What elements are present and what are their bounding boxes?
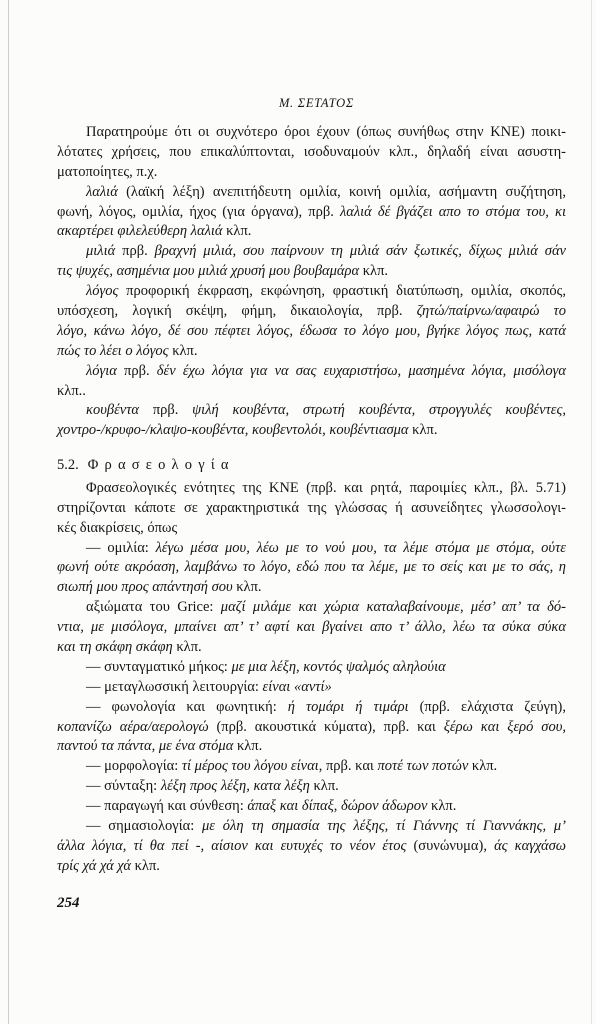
paragraph: [57, 123, 566, 183]
line-text: [57, 302, 566, 322]
example-phrase: λόγο, κάνω λόγο, δέ σου πέφτει λόγος, έδωσα το λόγο μου, βγήκε λόγος πως, κατά: [57, 322, 566, 339]
line-text: [86, 123, 566, 143]
line-text: [86, 183, 566, 203]
text-line: [57, 362, 566, 382]
line-text: [86, 658, 446, 678]
example-phrase: λαλιά δέ βγάζει απο το στόμα του, κι: [339, 203, 566, 220]
text-run: — σύνταξη:: [86, 778, 161, 795]
section-title: Φρασεολογία: [87, 456, 235, 473]
example-phrase: ή τομάρι ή τιμάρι: [287, 698, 409, 715]
text-line: [57, 698, 566, 718]
line-text: [86, 797, 456, 817]
line-text: [57, 499, 566, 519]
example-phrase: κουβέντα: [86, 402, 140, 419]
text-line: [57, 222, 566, 242]
line-text: [86, 777, 339, 797]
text-line: [57, 282, 566, 302]
paragraph: [57, 757, 566, 777]
line-text: [57, 519, 177, 539]
text-line: [57, 737, 566, 757]
example-phrase: τις ψυχές, ασημένια μου μιλιά χρυσή μου βουβαμάρα: [57, 263, 360, 280]
text-run: (πρβ. ακουστικά κύματα), πρβ. και: [208, 718, 444, 735]
example-phrase: άς καγχάσω: [494, 837, 567, 854]
example-phrase: πώς το λέει ο λόγος: [57, 342, 169, 359]
text-run: (πρβ. ελάχιστα ζεύγη),: [408, 698, 566, 715]
paragraph: [57, 362, 566, 402]
text-line: [57, 678, 566, 698]
text-run: — παραγωγή και σύνθεση:: [86, 798, 248, 815]
line-text: [86, 362, 566, 382]
phraseology-list: [57, 479, 566, 877]
text-line: [57, 638, 566, 658]
scan-edge-left: [8, 0, 9, 1024]
text-run: κές διακρίσεις, όπως: [57, 519, 178, 536]
text-line: [57, 183, 566, 203]
paragraph: [57, 539, 566, 599]
line-text: [57, 382, 86, 402]
text-run: — ομιλία:: [86, 539, 156, 556]
paragraph: [57, 183, 566, 243]
text-run: Φρασεολογικές ενότητες της ΚΝΕ (πρβ. και ρητά, παροιμίες κλπ., βλ. 5.71): [86, 479, 566, 496]
line-text: [86, 817, 566, 837]
text-line: [57, 578, 566, 598]
example-phrase: φωνή ούτε ακρόαση, λαμβάνω το λόγο, εδώ που τα λέμε, με το σείς και με το σάς, η: [57, 559, 566, 576]
text-run: φωνή, λόγος, ομιλία, ήχος (για όργανα), πρβ.: [57, 203, 340, 220]
example-phrase: κοπανίζω αέρα/αερολογώ: [57, 718, 209, 735]
text-run: πρβ.: [139, 402, 193, 419]
text-column: [57, 123, 566, 877]
paragraph: [57, 401, 566, 441]
example-phrase: ακαρτέρει φιλελεύθερη λαλιά: [57, 223, 223, 240]
text-line: [57, 558, 566, 578]
text-line: [57, 342, 566, 362]
text-run: Παρατηρούμε ότι οι συχνότερο όροι έχουν (όπως συνήθως στην ΚΝΕ) ποικι-: [86, 124, 566, 140]
text-line: [57, 618, 566, 638]
text-run: προφορική έκφραση, εκφώνηση, φραστική διατύπωση, ομιλία, σκοπός,: [118, 283, 566, 300]
example-phrase: ξέρω και ξερό σου,: [443, 718, 566, 735]
paragraph: [57, 282, 566, 362]
example-phrase: λέγω μέσα μου, λέω με το νού μου, τα λέμε στόμα με στόμα, ούτε: [155, 539, 566, 556]
line-text: [57, 203, 566, 223]
example-phrase: ντια, με μισόλογα, μπαίνει απ’ τ’ αφτί και βγαίνει απο τ’ άλλο, λέω τα σύκα σύκα: [57, 619, 566, 636]
text-line: [57, 242, 566, 262]
text-line: [57, 143, 566, 163]
text-line: [57, 598, 566, 618]
text-run: κλπ.: [222, 223, 252, 240]
line-text: [57, 143, 566, 163]
line-text: [57, 342, 198, 362]
line-text: [86, 401, 566, 421]
running-head: Μ. ΣΕΤΑΤΟΣ: [278, 96, 355, 110]
text-line: [57, 163, 566, 183]
line-text: [57, 857, 160, 877]
line-text: [86, 282, 566, 302]
example-phrase: λαλιά: [86, 183, 118, 200]
paragraph: [57, 479, 566, 539]
paragraph: [57, 242, 566, 282]
paragraph: [57, 797, 566, 817]
text-line: [57, 757, 566, 777]
example-phrase: λόγια: [86, 362, 117, 379]
line-text: [86, 539, 566, 559]
text-run: (συνώνυμα),: [406, 837, 495, 854]
example-phrase: χοντρο-/κρυφο-/κλαψο-κουβέντα, κουβεντολόι, κουβέντιασμα: [57, 422, 409, 439]
example-phrase: μαζί μιλάμε και χώρια καταλαβαίνουμε, μέσ’ απ’ τα δό-: [220, 599, 566, 616]
text-line: [57, 718, 566, 738]
paragraph: [57, 678, 566, 698]
line-text: [86, 757, 497, 777]
paragraph: [57, 658, 566, 678]
example-phrase: άπαξ και δίπαξ, δώρον άδωρον: [247, 798, 428, 815]
example-phrase: παντού τα πάντα, με ένα στόμα: [57, 738, 234, 755]
terms-list: [57, 123, 566, 441]
example-phrase: λέξη προς λέξη, κατα λέξη: [160, 778, 310, 795]
text-line: [57, 479, 566, 499]
text-run: ματοποίητες, π.χ.: [57, 163, 158, 180]
example-phrase: ψιλή κουβέντα, στρωτή κουβέντα, στρογγυλές κουβέντες,: [192, 402, 566, 419]
line-text: [57, 638, 202, 658]
line-text: [86, 242, 566, 262]
text-line: [57, 777, 566, 797]
text-line: [57, 401, 566, 421]
text-run: στηρίζονται κάποτε σε χαρακτηριστικά της γλώσσας ή ασυνείδητες γλωσσολογι-: [57, 499, 566, 516]
text-run: κλπ.: [427, 798, 457, 815]
text-run: κλπ.: [131, 857, 160, 874]
example-phrase: και τη σκάφη σκάφη: [57, 638, 173, 655]
line-text: [86, 598, 566, 618]
line-text: [57, 737, 262, 757]
text-line: [57, 539, 566, 559]
text-line: [57, 322, 566, 342]
text-run: αξιώματα του Grice:: [86, 599, 221, 616]
text-run: — μεταγλωσσική λειτουργία:: [86, 678, 263, 695]
line-text: [57, 222, 251, 242]
text-run: κλπ.: [359, 263, 389, 280]
text-run: — μορφολογία:: [86, 758, 182, 775]
example-phrase: δέν έχω λόγια για να σας ευχαριστήσω, μασημένα λόγια, μισόλογα: [156, 362, 567, 379]
line-text: [57, 322, 566, 342]
text-run: — φωνολογία και φωνητική:: [86, 698, 288, 715]
text-line: [57, 797, 566, 817]
text-run: — σημασιολογία:: [86, 817, 203, 834]
text-run: κλπ.: [168, 342, 198, 359]
text-line: [57, 262, 566, 282]
text-line: [57, 203, 566, 223]
text-run: λότατες χρήσεις, που επικαλύπτονται, ισοδυναμούν κλπ., δηλαδή είναι ασυστη-: [57, 143, 566, 160]
text-run: κλπ.: [232, 579, 262, 596]
page-number: 254: [57, 895, 80, 911]
text-run: κλπ..: [57, 382, 86, 399]
text-run: υπόσχεση, λογική σκέψη, φήμη, δικαιολογία, πρβ.: [57, 303, 417, 320]
line-text: [57, 718, 566, 738]
line-text: [57, 837, 566, 857]
paragraph: [57, 698, 566, 758]
text-run: (λαϊκή λέξη) ανεπιτήδευτη ομιλία, κοινή ομιλία, ασήμαντη συζήτηση,: [117, 183, 566, 200]
example-phrase: τί μέρος του λόγου είναι: [181, 758, 319, 775]
text-run: πρβ.: [116, 362, 157, 379]
section-heading: [57, 456, 566, 476]
text-run: κλπ.: [309, 778, 339, 795]
example-phrase: λόγος: [86, 283, 119, 300]
example-phrase: ζητώ/παίρνω/αφαιρώ το: [416, 303, 566, 320]
line-text: [57, 421, 437, 441]
scan-edge-right: [591, 0, 592, 1024]
text-run: κλπ.: [172, 638, 202, 655]
line-text: [86, 698, 566, 718]
text-line: [57, 857, 566, 877]
text-line: [57, 837, 566, 857]
line-text: [57, 262, 388, 282]
text-line: [57, 302, 566, 322]
text-run: , πρβ. και: [318, 758, 378, 775]
example-phrase: ποτέ των ποτών: [377, 758, 469, 775]
text-line: [57, 499, 566, 519]
example-phrase: τρίς χά χά χά: [57, 857, 131, 874]
line-text: [57, 578, 262, 598]
example-phrase: άλλα λόγια, τί θα πεί -, αίσιον και ευτυχές το νέον έτος: [57, 837, 407, 854]
text-run: πρβ.: [115, 243, 155, 260]
text-line: [57, 817, 566, 837]
text-run: — συνταγματικό μήκος:: [86, 658, 232, 675]
example-phrase: μιλιά: [86, 243, 116, 260]
paragraph: [57, 777, 566, 797]
text-run: κλπ.: [408, 422, 438, 439]
text-run: κλπ.: [468, 758, 498, 775]
line-text: [57, 163, 157, 183]
text-line: [57, 658, 566, 678]
example-phrase: είναι «αντί»: [262, 678, 332, 695]
text-line: [57, 421, 566, 441]
example-phrase: με όλη τη σημασία της λέξης, τί Γιάννης τί Γιαννάκης, μ’: [202, 817, 566, 834]
text-run: κλπ.: [233, 738, 263, 755]
text-line: [57, 382, 566, 402]
line-text: [86, 479, 566, 499]
line-text: [86, 678, 332, 698]
paragraph: [57, 598, 566, 658]
line-text: [57, 558, 566, 578]
text-line: [57, 123, 566, 143]
paragraph: [57, 817, 566, 877]
text-line: [57, 519, 566, 539]
section-number: 5.2.: [57, 456, 79, 473]
line-text: [57, 618, 566, 638]
example-phrase: σιωπή μου προς απάντησή σου: [57, 579, 233, 596]
example-phrase: βραχνή μιλιά, σου παίρνουν τη μιλιά σάν ξωτικές, δίχως μιλιά σάν: [154, 243, 566, 260]
example-phrase: με μια λέξη, κοντός ψαλμός αληλούια: [231, 658, 446, 675]
